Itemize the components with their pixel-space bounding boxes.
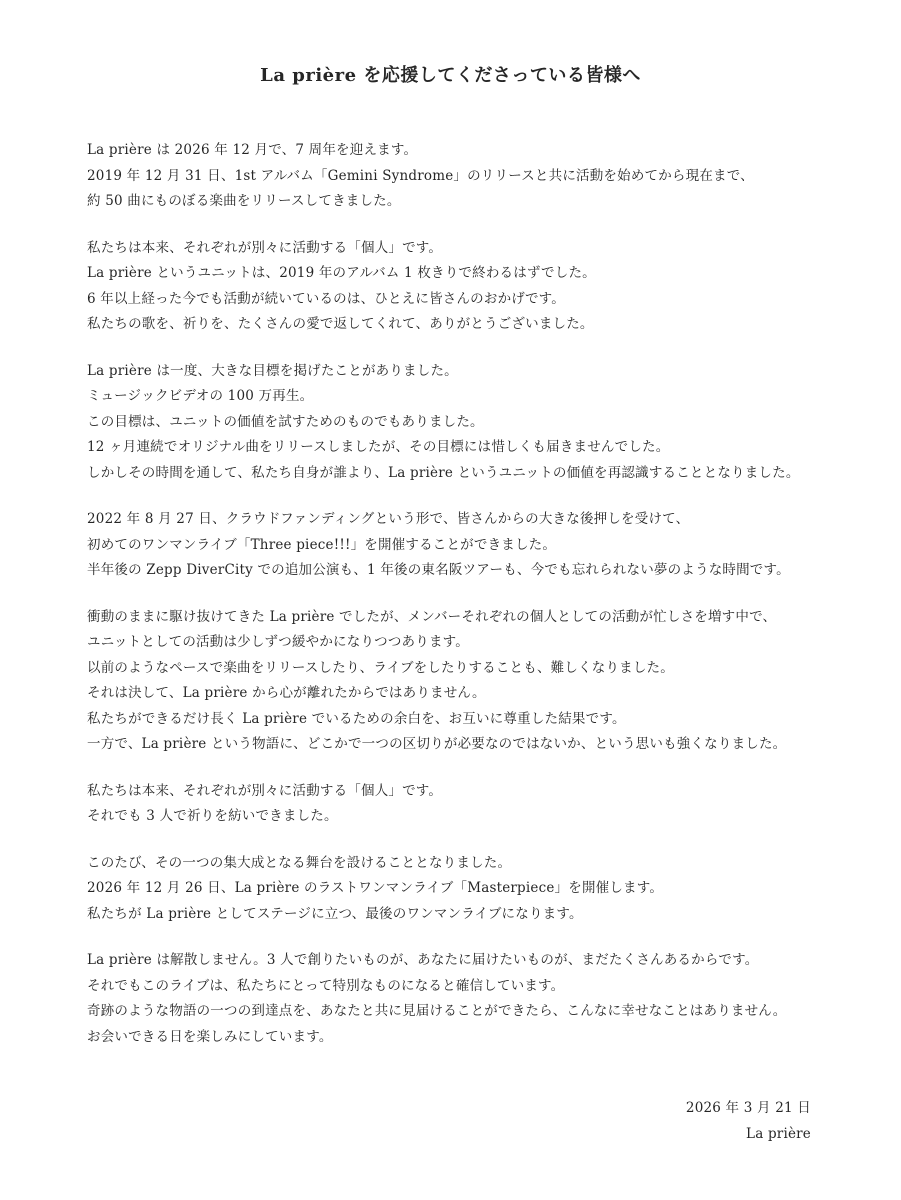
paragraph-line: それでもこのライブは、私たちにとって特別なものになると確信しています。 xyxy=(87,977,565,994)
paragraph-line: 奇跡のような物語の一つの到達点を、あなたと共に見届けることができたら、こんなに幸せなことはありません。 xyxy=(87,1003,787,1019)
paragraph-line: La prière というユニットは、2019 年のアルバム 1 枚きりで終わるはずでした。 xyxy=(87,265,596,281)
paragraph-line: 私たちは本来、それぞれが別々に活動する「個人」です。 xyxy=(87,239,443,256)
paragraph-line: 私たちは本来、それぞれが別々に活動する「個人」です。 xyxy=(87,782,443,799)
paragraph-line: 12 ヶ月連続でオリジナル曲をリリースしましたが、その目標には惜しくも届きませんでした。 xyxy=(87,439,670,455)
letter-body xyxy=(87,138,827,1071)
paragraph-line: しかしその時間を通して、私たち自身が誰より、La prière というユニットの価値を再認識することとなりました。 xyxy=(87,464,800,481)
letter-date: 2026 年 3 月 21 日 xyxy=(685,1100,811,1116)
paragraph-line: 2026 年 12 月 26 日、La prière のラストワンマンライブ「Masterpiece」を開催します。 xyxy=(87,880,664,896)
paragraph xyxy=(87,605,827,758)
paragraph-line: 半年後の Zepp DiverCity での追加公演も、1 年後の東名阪ツアーも、今でも忘れられない夢のような時間です。 xyxy=(87,562,790,578)
paragraph-line: 初めてのワンマンライブ「Three piece!!!」を開催することができました。 xyxy=(87,536,557,553)
paragraph-line: 私たちができるだけ長く La prière でいるための余白を、お互いに尊重した結果です。 xyxy=(87,710,626,727)
paragraph-line: 私たちの歌を、祈りを、たくさんの愛で返してくれて、ありがとうございました。 xyxy=(87,316,594,332)
paragraph-line: 6 年以上経った今でも活動が続いているのは、ひとえに皆さんのおかげです。 xyxy=(87,290,565,307)
paragraph xyxy=(87,779,827,830)
paragraph xyxy=(87,359,827,487)
paragraph xyxy=(87,851,827,928)
paragraph xyxy=(87,507,827,584)
paragraph-line: 2019 年 12 月 31 日、1st アルバム「Gemini Syndrome」のリリースと共に活動を始めてから現在まで、 xyxy=(87,167,754,184)
paragraph xyxy=(87,948,827,1050)
paragraph-line: 約 50 曲にものぼる楽曲をリリースしてきました。 xyxy=(87,193,401,209)
paragraph-line: 私たちが La prière としてステージに立つ、最後のワンマンライブになります。 xyxy=(87,905,583,922)
paragraph-line: それでも 3 人で祈りを紡いできました。 xyxy=(87,808,338,824)
signoff xyxy=(686,1096,811,1147)
page-title: La prière を応援してくださっている皆様へ xyxy=(260,65,641,86)
paragraph-line: この目標は、ユニットの価値を試すためのものでもありました。 xyxy=(87,413,484,430)
paragraph-line: 一方で、La prière という物語に、どこかで一つの区切りが必要なのではないか、という思いも強くなりました。 xyxy=(87,736,787,752)
paragraph xyxy=(87,138,827,215)
paragraph-line: このたび、その一つの集大成となる舞台を設けることとなりました。 xyxy=(87,854,512,871)
paragraph-line: ミュージックビデオの 100 万再生。 xyxy=(87,388,314,404)
letter-signature: La prière xyxy=(746,1125,811,1142)
paragraph-line: La prière は一度、大きな目標を掲げたことがありました。 xyxy=(87,362,458,379)
paragraph-line: お会いできる日を楽しみにしています。 xyxy=(87,1028,333,1045)
paragraph-line: La prière は解散しません。3 人で創りたいものが、あなたに届けたいものが、まだたくさんあるからです。 xyxy=(87,952,759,968)
paragraph-line: 2022 年 8 月 27 日、クラウドファンディングという形で、皆さんからの大きな後押しを受けて、 xyxy=(87,511,690,527)
paragraph-line: それは決して、La prière から心が離れたからではありません。 xyxy=(87,685,486,701)
paragraph-line: La prière は 2026 年 12 月で、7 周年を迎えます。 xyxy=(87,142,418,158)
paragraph-line: 以前のようなペースで楽曲をリリースしたり、ライブをしたりすることも、難しくなりました。 xyxy=(87,659,674,676)
paragraph-line: ユニットとしての活動は少しずつ緩やかになりつつあります。 xyxy=(87,634,469,650)
paragraph xyxy=(87,236,827,338)
paragraph-line: 衝動のままに駆け抜けてきた La prière でしたが、メンバーそれぞれの個人としての活動が忙しさを増す中で、 xyxy=(87,608,777,625)
